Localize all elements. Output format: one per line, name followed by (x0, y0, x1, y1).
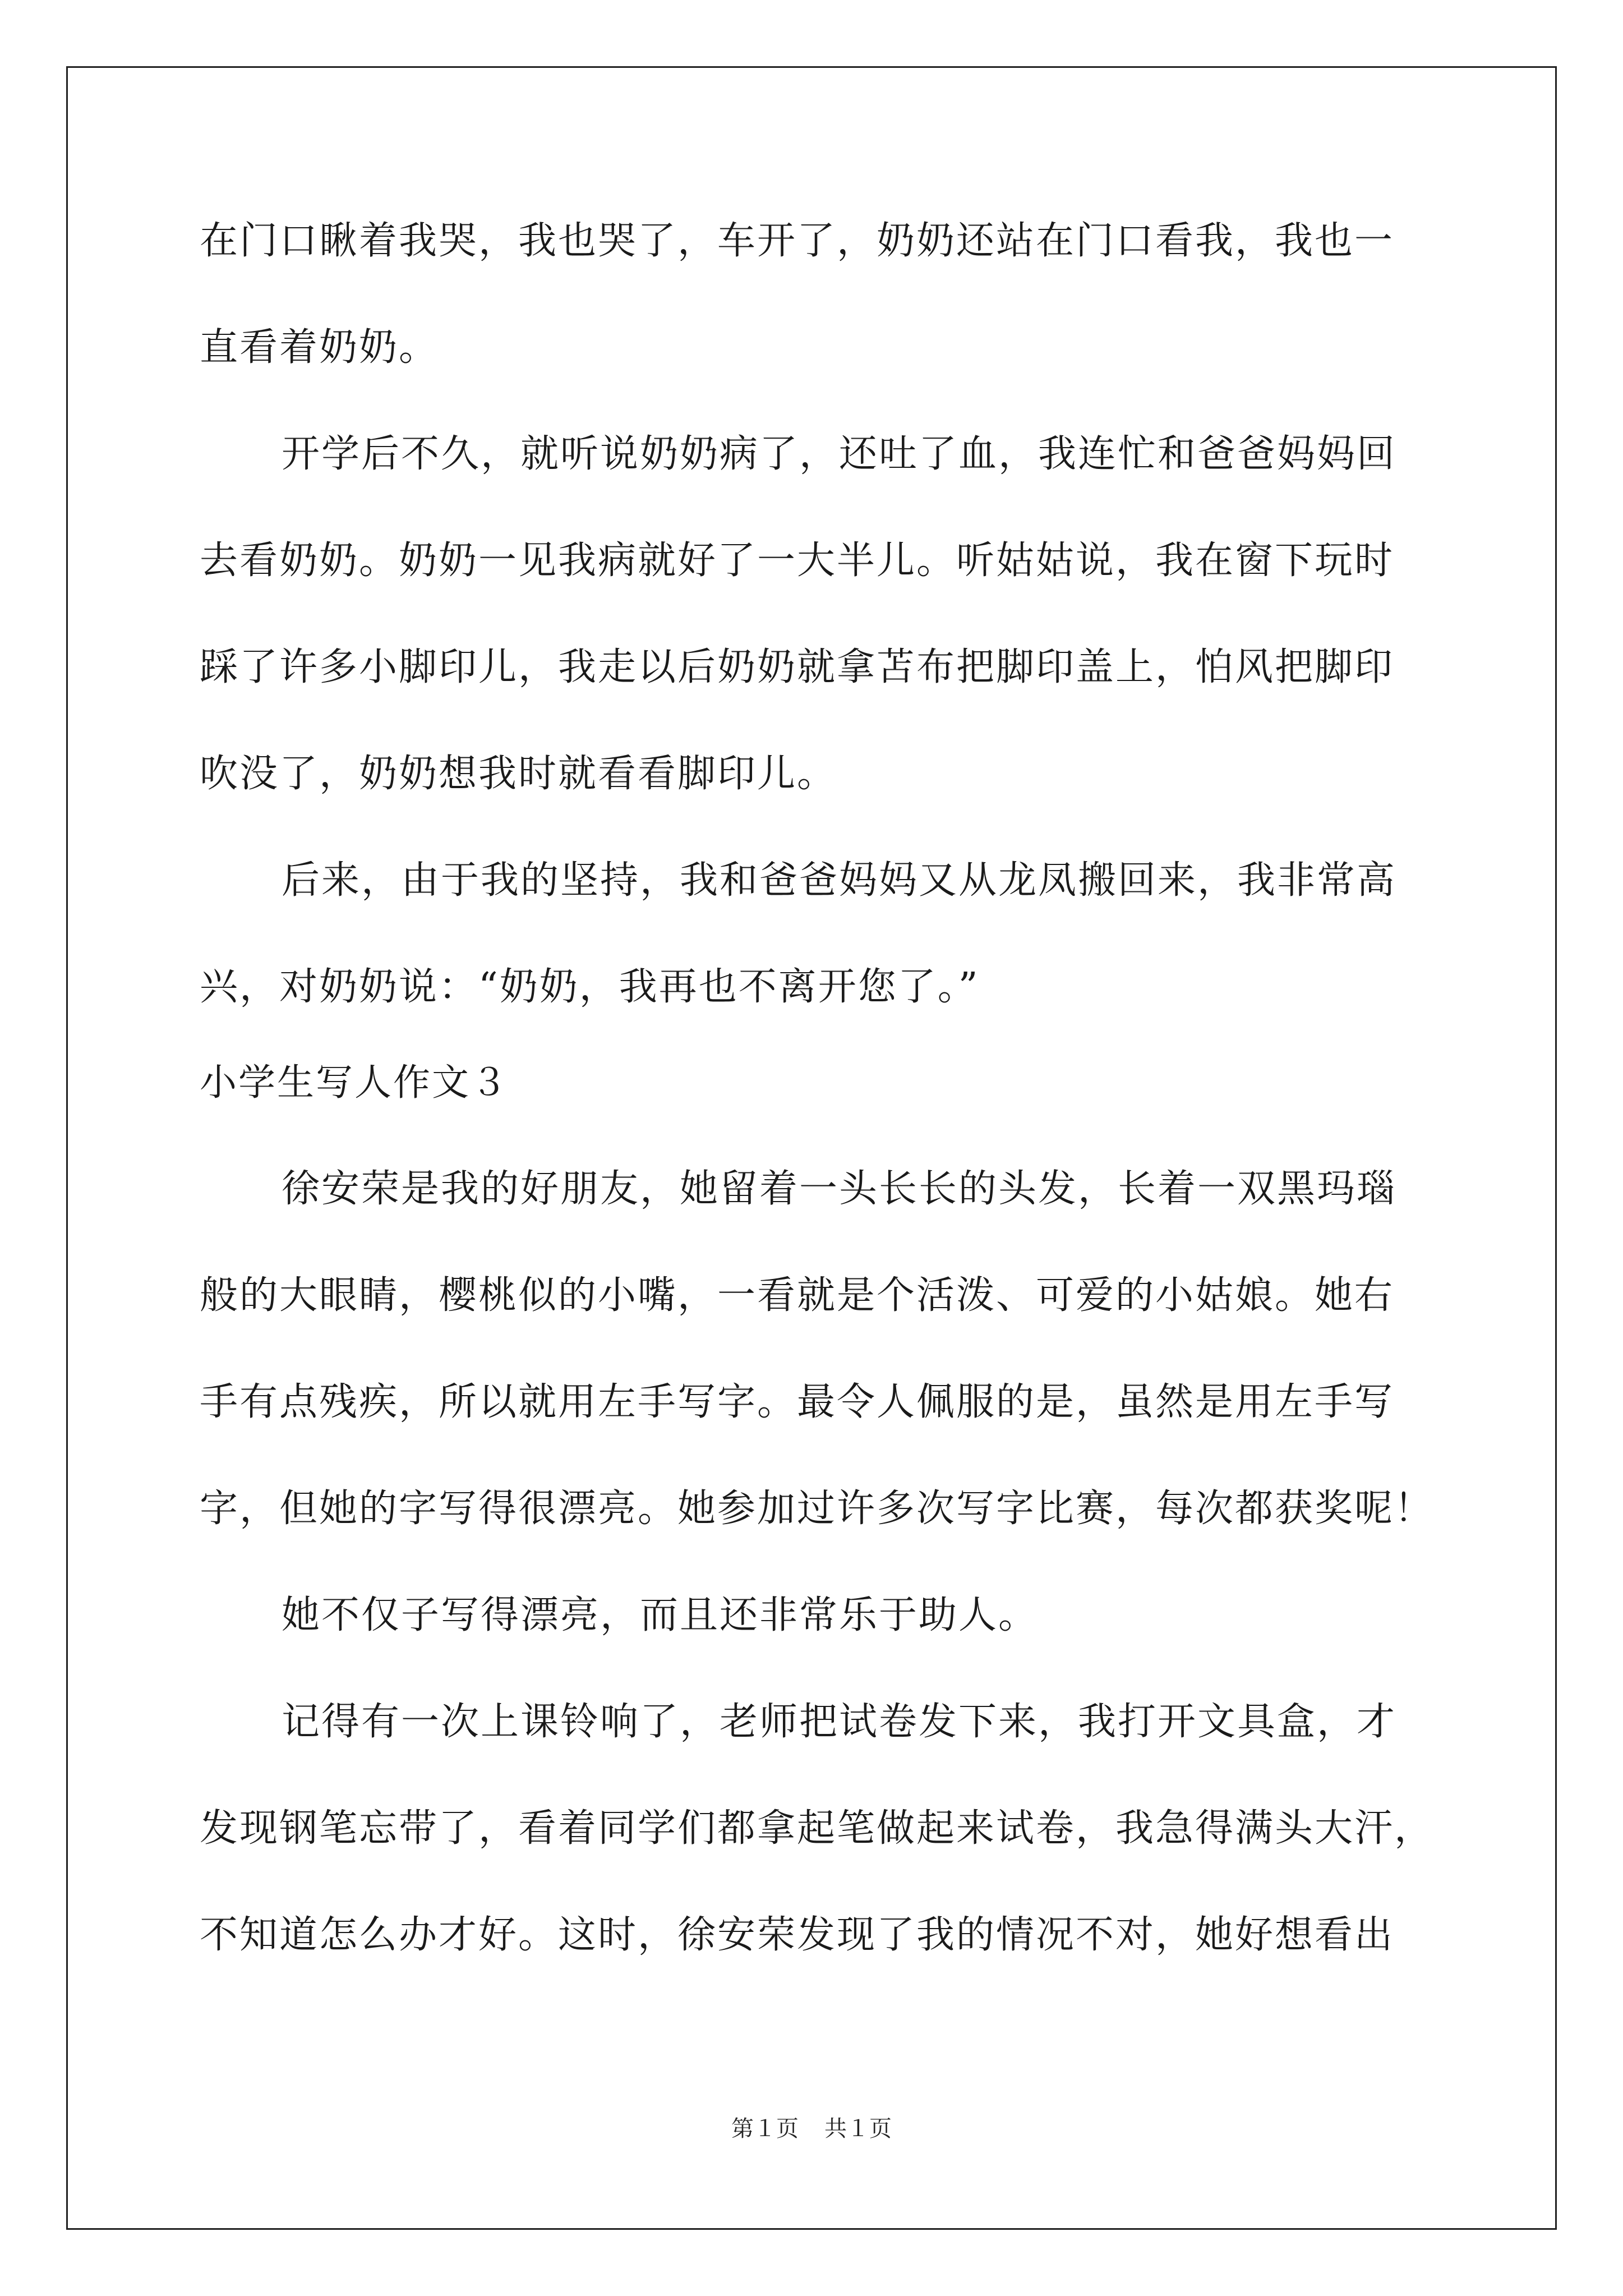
paragraph-start-line: 记得有一次上课铃响了，老师把试卷发下来，我打开文具盒，才 (282, 1700, 1397, 1744)
paragraph-start-line: 后来，由于我的坚持，我和爸爸妈妈又从龙凤搬回来，我非常高 (282, 858, 1397, 903)
text-line: 直看着奶奶。 (200, 325, 439, 370)
text-line: 字，但她的字写得很漂亮。她参加过许多次写字比赛，每次都获奖呢！ (200, 1487, 1435, 1531)
text-line: 不知道怎么办才好。这时，徐安荣发现了我的情况不对，她好想看出 (200, 1913, 1395, 1957)
paragraph-start-line: 徐安荣是我的好朋友，她留着一头长长的头发，长着一双黑玛瑙 (282, 1167, 1397, 1211)
text-line: 发现钢笔忘带了，看着同学们都拿起笔做起来试卷，我急得满头大汗， (200, 1806, 1435, 1851)
text-line: 吹没了，奶奶想我时就看看脚印儿。 (200, 752, 837, 796)
page-total: 共１页 (824, 2116, 892, 2141)
text-line: 去看奶奶。奶奶一见我病就好了一大半儿。听姑姑说，我在窗下玩时 (200, 539, 1395, 583)
text-line: 手有点残疾，所以就用左手写字。最令人佩服的是，虽然是用左手写 (200, 1380, 1395, 1424)
paragraph-start-line: 开学后不久，就听说奶奶病了，还吐了血，我连忙和爸爸妈妈回 (282, 432, 1397, 476)
page-footer (0, 2115, 1623, 2143)
page-number: 第１页 (731, 2116, 799, 2141)
text-line: 在门口瞅着我哭，我也哭了，车开了，奶奶还站在门口看我，我也一 (200, 219, 1395, 263)
text-line: 踩了许多小脚印儿，我走以后奶奶就拿苫布把脚印盖上，怕风把脚印 (200, 645, 1395, 689)
section-heading: 小学生写人作文３ (200, 1061, 509, 1104)
text-line: 兴，对奶奶说：“奶奶，我再也不离开您了。” (200, 965, 980, 1009)
paragraph-start-line: 她不仅子写得漂亮，而且还非常乐于助人。 (282, 1593, 1039, 1637)
text-line: 般的大眼睛，樱桃似的小嘴，一看就是个活泼、可爱的小姑娘。她右 (200, 1273, 1395, 1318)
